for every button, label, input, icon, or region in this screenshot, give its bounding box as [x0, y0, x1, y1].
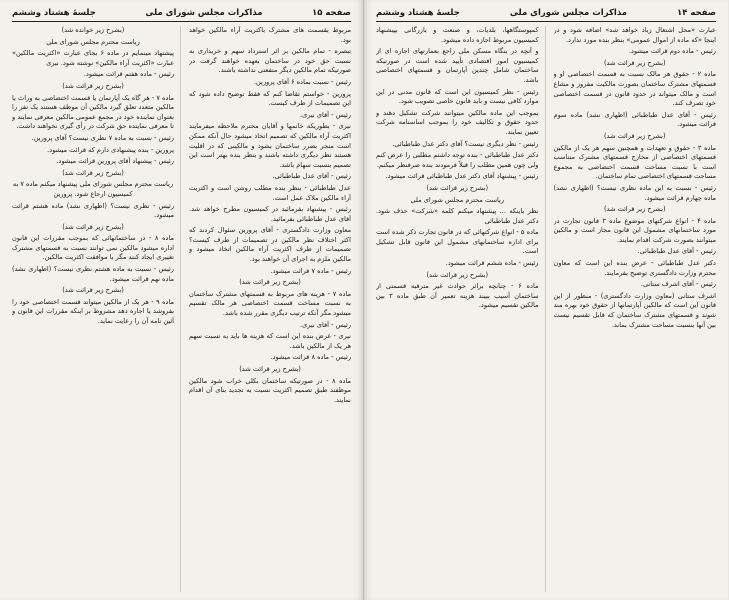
paragraph: رئیس - نظری نیست؟ (اظهاری نشد) ماده هشتم قرائت میشود. [12, 201, 174, 220]
paragraph: ماده ۷ - هزینه های مربوط به قسمتهای مشترک ساختمان به نسبت مساحت قسمت اختصاصی هر مالک تقسیم میشود مگر آنکه ترتیب دیگری مقرر شده باشد. [189, 289, 351, 318]
paragraph: پرورین - بنده پیشنهادی دارم که قرائت میشود. [47, 145, 174, 154]
paragraph: ماده ۶ - چنانچه براثر حوادث غیر مترقبه قسمتی از ساختمان آسیب ببیند هزینه تعمیر آن طبق ماده ۳ بین مالکین تقسیم میشود. [376, 282, 539, 310]
paragraph: تبصره - تمام مالکین بر اثر استرداد سهم و خریداری به نسبت حق خود در ساختمان بعهده خواهند گرفت در صورتیکه تمام مالکین دیگر منفعتی نداشته باشند. [189, 47, 351, 75]
right-page-title: مذاکرات مجلس شورای ملی [509, 8, 628, 18]
paragraph: دکتر عدل طباطبائی - عرض بنده این است که معاون محترم وزارت دادگستری توضیح بفرمایند. [553, 259, 716, 277]
paragraph: (بشرح زیر قرائت شد) [603, 205, 666, 214]
paragraph: رئیس - نظر دیگری نیست؟ آقای دکتر عدل طباطبائی. [392, 139, 539, 148]
paragraph: رئیس - پیشنهاد آقای پرورین قرائت میشود. [56, 157, 174, 166]
paragraph: رئیس - نسبت به ماده هشتم نظری نیست؟ (اظهاری نشد) ماده نهم قرائت میشود. [12, 265, 174, 283]
paragraph: (بشرح زیر قرائت شد) [603, 58, 666, 67]
paragraph: رئیس - آقای عدل طباطبائی (اظهاری نشد) ماده سوم قرائت میشود. [553, 110, 716, 129]
paragraph: (بشرح زیر خوانده شد) [61, 26, 125, 34]
paragraph: رئیس - نظر کمیسیون این است که قانون مدنی در این موارد کافی نیست و باید قانون خاصی تصویب شود. [376, 87, 539, 106]
paragraph: (بشرح زیر قرائت شد) [62, 81, 124, 90]
paragraph: رئیس - نسبت به این ماده نظری نیست؟ (اظهاری نشد) ماده چهارم قرائت میشود. [553, 183, 716, 202]
paragraph: ریاست محترم مجلس شورای ملی [410, 195, 505, 204]
paragraph: دکتر عدل طباطبائی - بنده توجه داشتم مطلبی را عرض کنم ولی چون همین مطلب را قبلاً فرمودند بنده صرفنظر میکنم. [376, 151, 539, 169]
paragraph: (بشرح زیر قرائت شد) [603, 131, 666, 140]
paragraph: ریاست محترم مجلس شورای ملی پیشنهاد میکنم ماده ۷ به کمیسیون ارجاع شود. پرورین [12, 180, 174, 198]
paragraph: رئیس - آقای عدل طباطبائی. [637, 247, 716, 256]
paragraph: ماده ۳ - حقوق و تعهدات و همچنین سهم هر یک از مالکین قسمتهای اختصاصی از مخارج قسمتهای مشترک متناسب است با نسبت مساحت قسمت اختصاصی به مجموع مساحت قسمتهای اختصاصی تمام ساختمان. [553, 143, 716, 181]
paragraph: ماده ۴ - انواع شرکتهای موضوع ماده ۳ قانون تجارت در مورد ساختمانهای مشمول این قانون مجاز است و مالکین میتوانند بصورت شرکت اقدام نمایند. [553, 216, 716, 244]
left-page-column-2 [12, 26, 181, 592]
paragraph: ریاست محترم مجلس شورای ملی [46, 37, 140, 46]
right-page-session: جلسهٔ هشتاد وششم [376, 8, 460, 18]
paragraph: ماده ۵ - انواع شرکتهائی که در قانون تجارت ذکر شده است برای اداره ساختمانهای مشمول این قانون قابل تشکیل است. [376, 228, 539, 256]
paragraph: رئیس - آقای نیری. [300, 320, 351, 329]
left-page-session: جلسهٔ هشتاد وششم [12, 8, 96, 18]
paragraph: (بشرح زیر قرائت شد) [426, 183, 489, 192]
right-page-number: صفحه ۱۴ [677, 8, 716, 18]
left-page [0, 0, 364, 600]
paragraph: نظر باینکه ... پیشنهاد میکنم کلمه «شرکت» حذف شود. دکتر عدل طباطبائی [376, 207, 539, 225]
paragraph: رئیس - نسبت به ماده ۷ نظری نیست؟ آقای پرورین. [31, 133, 174, 142]
paragraph: رئیس - ماده ششم قرائت میشود. [445, 259, 539, 268]
left-page-columns [12, 26, 351, 592]
paragraph: (بشرح زیر قرائت شد) [62, 286, 124, 295]
paragraph: ماده ۸ - در ساختمانهائی که بموجب مقررات این قانون اداره میشود مالکین نمی توانند نسبت به قسمتهای مشترک تغییری ایجاد کنند مگر با موافقت اکثریت مالکین. [12, 234, 175, 262]
left-page-number: صفحه ۱۵ [312, 8, 351, 18]
right-page [364, 0, 728, 600]
paragraph: پیشنهاد مینمایم در ماده ۶ بجای عبارت «اکثریت مالکین» عبارت «اکثریت آراء مالکین» نوشته شود. نیری [12, 49, 174, 67]
paragraph: رئیس - ماده ۸ قرائت میشود. [270, 353, 351, 362]
paragraph: عدل طباطبائی - بنظر بنده مطلب روشن است و اکثریت آراء مالکین ملاک عمل است. [189, 183, 351, 202]
left-page-header [12, 8, 351, 22]
right-page-columns [376, 26, 716, 592]
paragraph: پرورین - خواستم تقاضا کنم که فقط توضیح داده شود که این تصمیمات از طرف کیست. [189, 89, 351, 108]
paragraph: (بشرح زیر قرائت شد) [62, 168, 124, 177]
paragraph: (بشرح زیر قرائت شد) [239, 278, 301, 287]
paragraph: نیری - عرض بنده این است که هزینه ها باید به نسبت سهم هر یک از مالکین باشد. [189, 332, 351, 350]
left-page-title: مذاکرات مجلس شورای ملی [145, 8, 263, 18]
paragraph: کمپوستگاهها، بلدیات، و صنعت و بازرگانی بپیشنهاد کمیسیون مربوط اجازه داده میشود. [376, 26, 539, 44]
paragraph: رئیس - آقای نیری. [300, 110, 351, 119]
paragraph: (بشرح زیر قرائت شد) [426, 270, 489, 279]
paragraph: رئیس - ماده هفتم قرائت میشود. [83, 70, 174, 79]
paragraph: و آنچه در بنگاه مسکن ملی راجع بعمارتهای اجاره ای از کمیسیون امور اقتصادی تأیید شده است در صورتیکه ساختمان شامل چندین آپارتمان و قسمتهای اختصاصی باشد. [376, 47, 539, 84]
paragraph: (بشرح زیر قرائت شد) [62, 222, 124, 231]
paragraph: ماده ۹ - هر یک از مالکین میتواند قسمت اختصاصی خود را بفروشد یا اجاره دهد مشروط بر اینکه مقررات این قانون و آئین نامه آن را رعایت نماید. [12, 297, 175, 326]
paragraph: (بشرح زیر قرائت شد) [239, 365, 301, 373]
paragraph: رئیس - ماده ۷ قرائت میشود. [270, 266, 351, 275]
paragraph: رئیس - پیشنهاد آقای دکتر عدل طباطبائی قرائت میشود. [385, 172, 539, 181]
left-page-column-1 [189, 26, 351, 592]
paragraph: بموجب این ماده مالکین میتوانند شرکت تشکیل دهند و حدود حقوق و تکالیف خود را بموجب اساسنامه شرکت تعیین نمایند. [376, 108, 539, 136]
paragraph: رئیس - پیشنهاد بفرمائید در کمیسیون مطرح خواهد شد. آقای عدل طباطبائی بفرمائید. [189, 205, 351, 223]
right-page-column-1 [554, 26, 717, 592]
paragraph: رئیس - آقای اشرف ستانی. [640, 280, 716, 289]
right-page-column-2 [376, 26, 546, 592]
paragraph: رئیس - آقای عدل طباطبائی. [272, 172, 351, 181]
paragraph: مربوط بقسمت های مشترک باکثریت آراء مالکین خواهد بود. [189, 26, 351, 44]
paragraph: ماده ۸ - در صورتیکه ساختمان بکلی خراب شود مالکین موظفند طبق تصمیم اکثریت نسبت به تجدید بنای آن اقدام نمایند. [189, 376, 351, 404]
paragraph: رئیس - نسبت بماده ۶ آقای پرورین. [253, 77, 351, 86]
paragraph: معاون وزارت دادگستری - آقای پرورین سئوال کردند که اکثر اختلاف نظر مالکین در تصمیمات از طرف کیست؟ تصمیمات از طرف اکثریت آراء مالکین اتخاذ میشود و مالکین ملزم به اجرای آن خواهند بود. [189, 226, 351, 264]
paragraph: نیری - بطوریکه خانمها و آقایان محترم ملاحظه میفرمایند اکثریت آراء مالکین که تصمیم اتخاذ میشود حال آنکه ممکن است منجر بضرر ساختمان بشود و مالکینی که در اقلیت هستند نظر دیگری داشته باشند و بنظر بنده بهتر است این تصمیم بنسبت سهام باشد. [189, 122, 351, 169]
paragraph: ماده ۲ - حقوق هر مالک نسبت به قسمت اختصاصی او و قسمتهای مشترک ساختمان بصورت مالکیت مفروز و مشاع است و مالک میتواند در حدود قانون در قسمت اختصاصی خود تصرف کند. [553, 70, 716, 108]
paragraph: عبارت «محل اشتغال زیاد خواهد شد» اضافه شود و در اینجا «که ماده از اموال عمومی» بنظر بنده مورد ندارد. [553, 26, 716, 44]
paragraph: ماده ۷ - هر گاه یک آپارتمان یا قسمت اختصاصی به وراث یا مالکین متعدد تعلق گیرد مالکین آن موظف هستند یک نفر را بعنوان نماینده خود در مجمع عمومی مالکین معرفی نمایند و تا معرفی نماینده حق شرکت در رأی گیری نخواهند داشت. [12, 93, 174, 131]
paragraph: رئیس - ماده دوم قرائت میشود. [628, 47, 716, 56]
right-page-header [376, 8, 716, 22]
paragraph: اشرف ستانی (معاون وزارت دادگستری) - منظور از این قانون این است که مالکین آپارتمانها از حقوق خود بهره مند شوند و قسمتهای مشترک ساختمان که قابل تقسیم نیست بین آنها بنسبت مساحت مشترک بماند. [553, 291, 716, 329]
